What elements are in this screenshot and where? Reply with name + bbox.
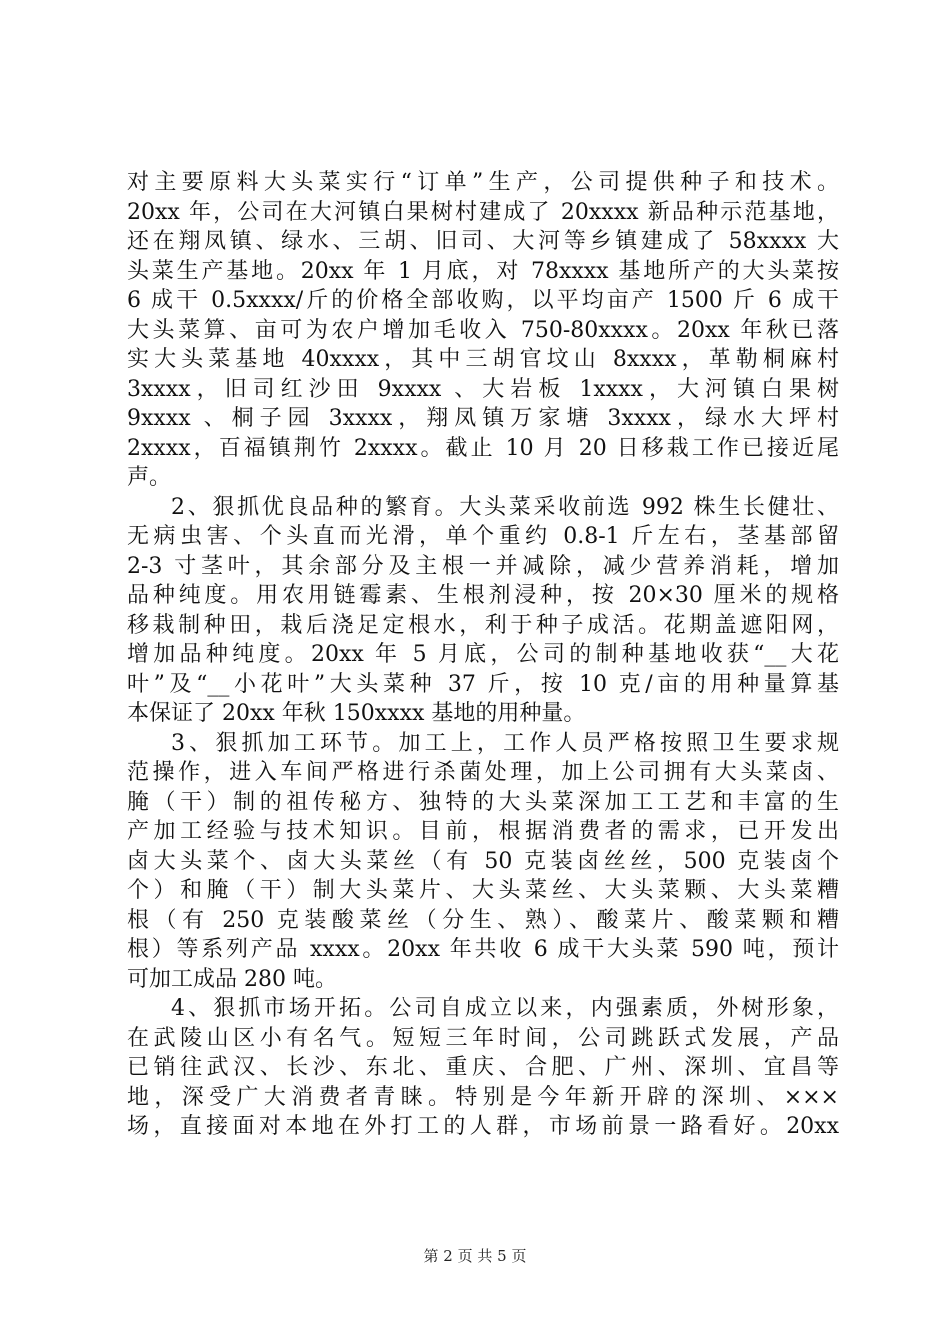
text-line: 9xxxx 、桐子园 3xxxx，翔凤镇万家塘 3xxxx，绿水大坪村	[127, 406, 839, 431]
text-line: 增加品种纯度。20xx 年 5 月底，公司的制种基地收获“__大花	[127, 642, 839, 667]
text-line: 头菜生产基地。20xx 年 1 月底，对 78xxxx 基地所产的大头菜按	[127, 258, 839, 284]
text-line: 2-3 寸茎叶，其余部分及主根一并减除，减少营养消耗，增加	[127, 553, 839, 579]
text-line: 卤大头菜个、卤大头菜丝（有 50 克装卤丝丝，500 克装卤个	[127, 848, 839, 874]
paragraph-end-line: 本保证了 20xx 年秋 150xxxx 基地的用种量。	[127, 701, 586, 726]
text-line: 20xx 年，公司在大河镇白果树村建成了 20xxxx 新品种示范基地，	[127, 199, 839, 225]
text-line: 叶”及“__小花叶”大头菜种 37 斤，按 10 克/亩的用种量算基	[127, 671, 839, 697]
text-line: 实大头菜基地 40xxxx，其中三胡官坟山 8xxxx，革勒桐麻村	[127, 347, 839, 372]
paragraph-start-line: 3、狠抓加工环节。加工上，工作人员严格按照卫生要求规	[171, 730, 839, 756]
text-line: 3xxxx，旧司红沙田 9xxxx 、大岩板 1xxxx，大河镇白果树	[127, 376, 839, 402]
paragraph-end-line: 声。	[127, 465, 172, 490]
document-body	[127, 168, 839, 1142]
text-line: 腌（干）制的祖传秘方、独特的大头菜深加工工艺和丰富的生	[127, 789, 839, 815]
text-line: 场，直接面对本地在外打工的人群，市场前景一路看好。20xx	[127, 1114, 839, 1139]
text-line: 大头菜算、亩可为农户增加毛收入 750-80xxxx。20xx 年秋已落	[127, 317, 839, 343]
text-line: 还在翔凤镇、绿水、三胡、旧司、大河等乡镇建成了 58xxxx 大	[127, 229, 839, 254]
paragraph-start-line: 2、狠抓优良品种的繁育。大头菜采收前选 992 株生长健壮、	[171, 494, 839, 520]
text-line: 根）等系列产品 xxxx。20xx 年共收 6 成干大头菜 590 吨，预计	[127, 937, 839, 962]
text-line: 根（有 250 克装酸菜丝（分生、熟）、酸菜片、酸菜颗和糟	[127, 907, 839, 933]
text-line: 在武陵山区小有名气。短短三年时间，公司跳跃式发展，产品	[127, 1025, 839, 1051]
text-line: 对主要原料大头菜实行“订单”生产，公司提供种子和技术。	[127, 170, 839, 195]
text-line: 品种纯度。用农用链霉素、生根剂浸种，按 20×30 厘米的规格	[127, 583, 839, 608]
text-line: 移栽制种田，栽后浇足定根水，利于种子成活。花期盖遮阳网，	[127, 612, 839, 638]
paragraph-start-line: 4、狠抓市场开拓。公司自成立以来，内强素质，外树形象，	[171, 996, 839, 1021]
text-line: 范操作，进入车间严格进行杀菌处理，加上公司拥有大头菜卤、	[127, 760, 839, 785]
paragraph-end-line: 可加工成品 280 吨。	[127, 966, 337, 992]
text-line: 无病虫害、个头直而光滑，单个重约 0.8-1 斤左右，茎基部留	[127, 524, 839, 549]
text-line: 个）和腌（干）制大头菜片、大头菜丝、大头菜颗、大头菜糟	[127, 878, 839, 903]
text-line: 2xxxx，百福镇荆竹 2xxxx。截止 10 月 20 日移栽工作已接近尾	[127, 435, 839, 461]
page-number-footer: 第 2 页 共 5 页	[423, 1247, 527, 1265]
text-line: 产加工经验与技术知识。目前，根据消费者的需求，已开发出	[127, 819, 839, 844]
text-line: 地，深受广大消费者青睐。特别是今年新开辟的深圳、×××	[127, 1084, 839, 1110]
text-line: 已销往武汉、长沙、东北、重庆、合肥、广州、深圳、宜昌等	[127, 1055, 839, 1080]
text-line: 6 成干 0.5xxxx/斤的价格全部收购，以平均亩产 1500 斤 6 成干	[127, 288, 839, 313]
